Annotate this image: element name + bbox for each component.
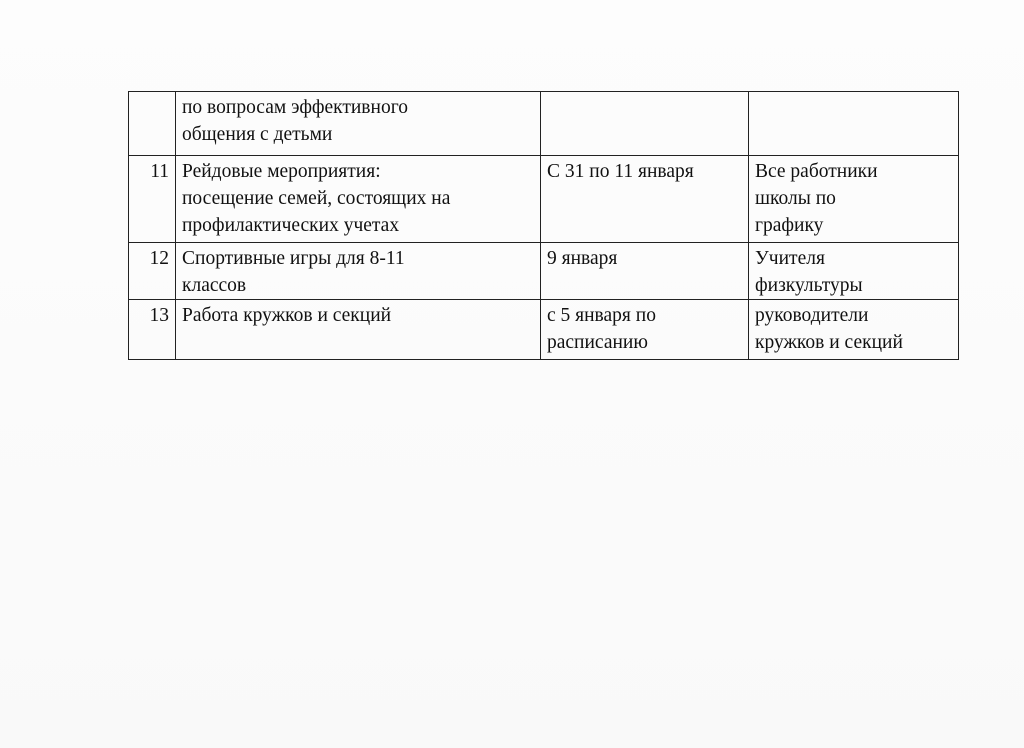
responsible-text-line: Учителя [755, 248, 825, 269]
row-number-cell: 13 [129, 300, 176, 360]
event-text-line: профилактических учетах [182, 215, 400, 236]
date-text-line: С 31 по 11 января [547, 161, 694, 182]
table-row [129, 243, 959, 300]
event-text-line: классов [182, 275, 247, 296]
event-text-line: Рейдовые мероприятия: [182, 161, 381, 182]
event-cell [176, 156, 541, 243]
responsible-cell [749, 243, 959, 300]
date-cell [541, 300, 749, 360]
row-number-cell: 11 [129, 156, 176, 243]
responsible-text-line: Все работники [755, 161, 878, 182]
event-cell [176, 243, 541, 300]
date-text-line: 9 января [547, 248, 618, 269]
event-text-line: по вопросам эффективного [182, 97, 408, 118]
table-row [129, 92, 959, 156]
responsible-text-line: школы по [755, 188, 836, 209]
event-text-line: посещение семей, состоящих на [182, 188, 451, 209]
event-cell [176, 92, 541, 156]
date-text-line: с 5 января по [547, 305, 656, 326]
date-text-line: расписанию [547, 332, 648, 353]
responsible-text-line: графику [755, 215, 824, 236]
activity-plan-table [128, 91, 959, 360]
responsible-cell [749, 156, 959, 243]
table-row [129, 300, 959, 360]
event-text-line: Работа кружков и секций [182, 305, 392, 326]
row-number-cell [129, 92, 176, 156]
responsible-text-line: кружков и секций [755, 332, 903, 353]
responsible-cell [749, 92, 959, 156]
table-row [129, 156, 959, 243]
date-cell [541, 156, 749, 243]
date-cell [541, 243, 749, 300]
responsible-text-line: руководители [755, 305, 869, 326]
date-cell [541, 92, 749, 156]
event-cell [176, 300, 541, 360]
row-number-cell: 12 [129, 243, 176, 300]
event-text-line: общения с детьми [182, 124, 333, 145]
responsible-text-line: физкультуры [755, 275, 863, 296]
event-text-line: Спортивные игры для 8-11 [182, 248, 405, 269]
responsible-cell [749, 300, 959, 360]
